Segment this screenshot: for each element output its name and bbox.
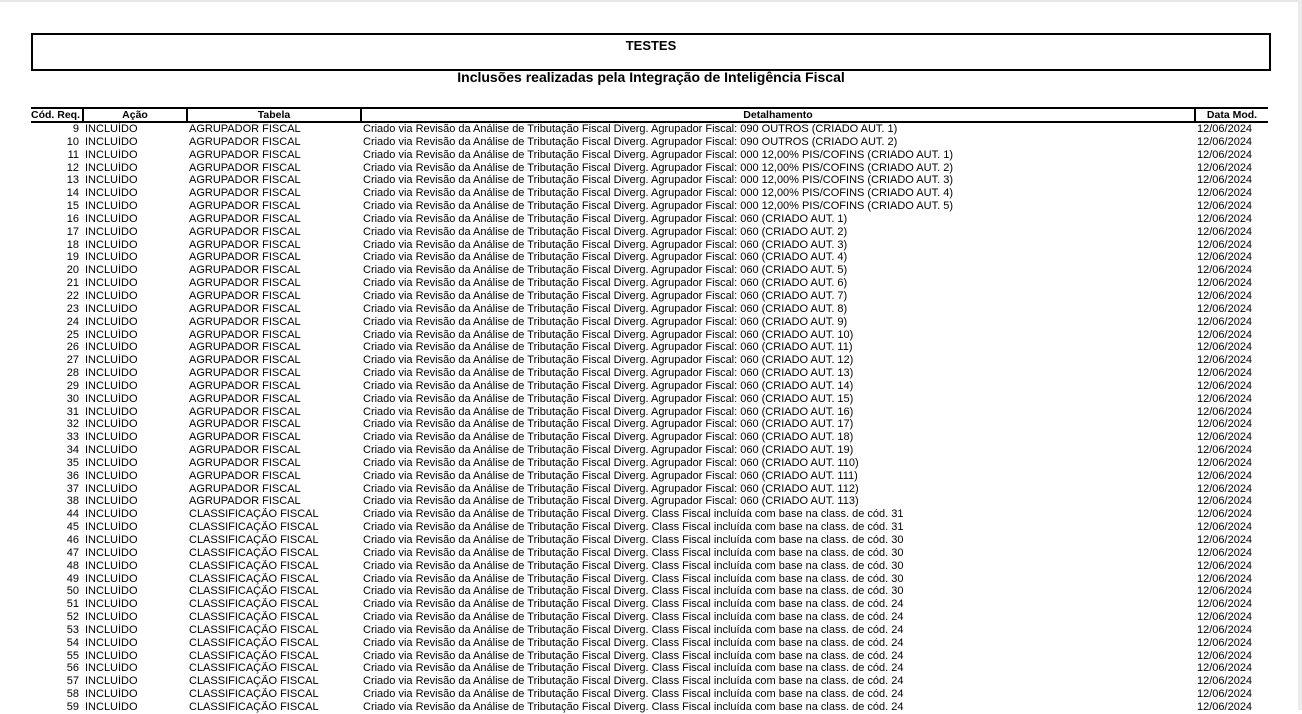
cell-tabela: AGRUPADOR FISCAL <box>189 341 301 354</box>
cell-cod-req: 53 <box>66 623 79 636</box>
cell-detalhamento: Criado via Revisão da Análise de Tributação Fiscal Diverg. Class Fiscal incluída com base na class. de cód. 30 <box>363 534 904 546</box>
cell-acao: INCLUÍDO <box>85 636 138 649</box>
cell-data-mod: 12/06/2024 <box>1197 508 1253 521</box>
cell-detalhamento: Criado via Revisão da Análise de Tributação Fiscal Diverg. Agrupador Fiscal: 060 (CRIADO AUT. 10) <box>363 328 854 341</box>
cell-detalhamento: Criado via Revisão da Análise de Tributação Fiscal Diverg. Class Fiscal incluída com base na class. de cód. 30 <box>363 559 904 572</box>
cell-acao: INCLUÍDO <box>85 482 138 495</box>
cell-tabela: AGRUPADOR FISCAL <box>189 289 301 302</box>
cell-acao: INCLUÍDO <box>85 392 138 405</box>
cell-acao: INCLUÍDO <box>85 700 138 713</box>
table-row <box>31 406 1268 419</box>
col-header-cod-req: Cód. Req. <box>31 108 83 122</box>
cell-data-mod: 12/06/2024 <box>1197 328 1253 341</box>
cell-tabela: AGRUPADOR FISCAL <box>189 392 301 405</box>
cell-tabela: CLASSIFICAÇÃO FISCAL <box>189 508 319 521</box>
cell-data-mod: 12/06/2024 <box>1197 444 1253 457</box>
cell-acao: INCLUÍDO <box>85 662 138 675</box>
cell-tabela: AGRUPADOR FISCAL <box>189 161 301 174</box>
cell-acao: INCLUÍDO <box>85 367 138 380</box>
cell-acao: INCLUÍDO <box>85 534 138 546</box>
cell-tabela: AGRUPADOR FISCAL <box>189 212 301 225</box>
cell-acao: INCLUÍDO <box>85 469 138 482</box>
cell-acao: INCLUÍDO <box>85 264 138 277</box>
cell-tabela: CLASSIFICAÇÃO FISCAL <box>189 546 319 559</box>
table-row <box>31 534 1268 547</box>
cell-data-mod: 12/06/2024 <box>1197 559 1253 572</box>
table-header <box>31 108 1268 122</box>
cell-cod-req: 58 <box>66 688 79 701</box>
cell-detalhamento: Criado via Revisão da Análise de Tributação Fiscal Diverg. Agrupador Fiscal: 060 (CRIADO AUT. 7) <box>363 289 848 302</box>
page-top-border <box>0 0 1302 2</box>
cell-data-mod: 12/06/2024 <box>1197 700 1253 713</box>
cell-tabela: AGRUPADOR FISCAL <box>189 277 301 290</box>
cell-detalhamento: Criado via Revisão da Análise de Tributação Fiscal Diverg. Agrupador Fiscal: 060 (CRIADO AUT. 18) <box>363 431 854 444</box>
cell-acao: INCLUÍDO <box>85 405 138 418</box>
table-row <box>31 508 1268 521</box>
cell-cod-req: 16 <box>66 212 79 225</box>
cell-detalhamento: Criado via Revisão da Análise de Tributação Fiscal Diverg. Agrupador Fiscal: 060 (CRIADO AUT. 110) <box>363 456 859 469</box>
cell-data-mod: 12/06/2024 <box>1197 598 1253 611</box>
cell-detalhamento: Criado via Revisão da Análise de Tributação Fiscal Diverg. Agrupador Fiscal: 060 (CRIADO AUT. 2) <box>363 225 848 238</box>
cell-tabela: AGRUPADOR FISCAL <box>189 328 301 341</box>
table-row <box>31 573 1268 586</box>
cell-cod-req: 18 <box>66 238 79 251</box>
cell-acao: INCLUÍDO <box>85 212 138 225</box>
cell-tabela: AGRUPADOR FISCAL <box>189 302 301 315</box>
table-row <box>31 470 1268 483</box>
cell-cod-req: 27 <box>66 354 79 367</box>
cell-cod-req: 25 <box>66 328 79 341</box>
cell-detalhamento: Criado via Revisão da Análise de Tributação Fiscal Diverg. Agrupador Fiscal: 060 (CRIADO AUT. 6) <box>363 277 848 290</box>
cell-acao: INCLUÍDO <box>85 559 138 572</box>
cell-acao: INCLUÍDO <box>85 148 138 161</box>
cell-cod-req: 13 <box>66 174 79 187</box>
cell-tabela: CLASSIFICAÇÃO FISCAL <box>189 521 319 534</box>
table-row <box>31 457 1268 470</box>
cell-acao: INCLUÍDO <box>85 418 138 431</box>
cell-detalhamento: Criado via Revisão da Análise de Tributação Fiscal Diverg. Agrupador Fiscal: 060 (CRIADO AUT. 11) <box>363 341 853 354</box>
table-row <box>31 213 1268 226</box>
cell-tabela: AGRUPADOR FISCAL <box>189 264 301 277</box>
cell-cod-req: 54 <box>66 636 79 649</box>
cell-data-mod: 12/06/2024 <box>1197 251 1253 264</box>
cell-detalhamento: Criado via Revisão da Análise de Tributação Fiscal Diverg. Class Fiscal incluída com base na class. de cód. 24 <box>363 675 904 688</box>
cell-acao: INCLUÍDO <box>85 123 138 135</box>
cell-data-mod: 12/06/2024 <box>1197 392 1253 405</box>
cell-acao: INCLUÍDO <box>85 341 138 354</box>
cell-data-mod: 12/06/2024 <box>1197 264 1253 277</box>
cell-detalhamento: Criado via Revisão da Análise de Tributação Fiscal Diverg. Agrupador Fiscal: 000 12,00% PIS/COFINS (CRIADO AUT. 3) <box>363 174 953 187</box>
table-row <box>31 122 1268 136</box>
table-row <box>31 637 1268 650</box>
cell-data-mod: 12/06/2024 <box>1197 431 1253 444</box>
cell-detalhamento: Criado via Revisão da Análise de Tributação Fiscal Diverg. Agrupador Fiscal: 000 12,00% PIS/COFINS (CRIADO AUT. 5) <box>363 200 953 213</box>
cell-cod-req: 52 <box>66 611 79 624</box>
cell-tabela: CLASSIFICAÇÃO FISCAL <box>189 611 319 624</box>
table-row <box>31 136 1268 149</box>
cell-acao: INCLUÍDO <box>85 225 138 238</box>
cell-data-mod: 12/06/2024 <box>1197 302 1253 315</box>
cell-tabela: CLASSIFICAÇÃO FISCAL <box>189 662 319 675</box>
cell-cod-req: 32 <box>66 418 79 431</box>
cell-detalhamento: Criado via Revisão da Análise de Tributação Fiscal Diverg. Agrupador Fiscal: 060 (CRIADO AUT. 111) <box>363 469 858 482</box>
cell-tabela: CLASSIFICAÇÃO FISCAL <box>189 675 319 688</box>
cell-detalhamento: Criado via Revisão da Análise de Tributação Fiscal Diverg. Class Fiscal incluída com base na class. de cód. 30 <box>363 546 904 559</box>
cell-detalhamento: Criado via Revisão da Análise de Tributação Fiscal Diverg. Class Fiscal incluída com base na class. de cód. 24 <box>363 636 904 649</box>
cell-cod-req: 57 <box>66 675 79 688</box>
cell-tabela: CLASSIFICAÇÃO FISCAL <box>189 585 319 598</box>
cell-acao: INCLUÍDO <box>85 174 138 187</box>
table-row <box>31 200 1268 213</box>
table-row <box>31 560 1268 573</box>
cell-cod-req: 22 <box>66 289 79 302</box>
table-row <box>31 675 1268 688</box>
cell-data-mod: 12/06/2024 <box>1197 277 1253 290</box>
cell-tabela: CLASSIFICAÇÃO FISCAL <box>189 649 319 662</box>
cell-detalhamento: Criado via Revisão da Análise de Tributação Fiscal Diverg. Agrupador Fiscal: 060 (CRIADO AUT. 4) <box>363 251 848 264</box>
cell-data-mod: 12/06/2024 <box>1197 341 1253 354</box>
cell-data-mod: 12/06/2024 <box>1197 469 1253 482</box>
cell-cod-req: 10 <box>66 135 79 148</box>
cell-data-mod: 12/06/2024 <box>1197 212 1253 225</box>
table-row <box>31 611 1268 624</box>
cell-tabela: AGRUPADOR FISCAL <box>189 444 301 457</box>
cell-detalhamento: Criado via Revisão da Análise de Tributação Fiscal Diverg. Agrupador Fiscal: 060 (CRIADO AUT. 19) <box>363 444 854 457</box>
cell-cod-req: 21 <box>66 277 79 290</box>
cell-acao: INCLUÍDO <box>85 585 138 598</box>
cell-tabela: AGRUPADOR FISCAL <box>189 456 301 469</box>
table-row <box>31 547 1268 560</box>
cell-acao: INCLUÍDO <box>85 675 138 688</box>
cell-cod-req: 51 <box>66 598 79 611</box>
cell-acao: INCLUÍDO <box>85 251 138 264</box>
cell-tabela: AGRUPADOR FISCAL <box>189 431 301 444</box>
cell-acao: INCLUÍDO <box>85 456 138 469</box>
cell-detalhamento: Criado via Revisão da Análise de Tributação Fiscal Diverg. Agrupador Fiscal: 000 12,00% PIS/COFINS (CRIADO AUT. 4) <box>363 187 953 200</box>
cell-acao: INCLUÍDO <box>85 277 138 290</box>
table-row <box>31 341 1268 354</box>
cell-cod-req: 56 <box>66 662 79 675</box>
cell-tabela: CLASSIFICAÇÃO FISCAL <box>189 572 319 585</box>
cell-data-mod: 12/06/2024 <box>1197 662 1253 675</box>
cell-data-mod: 12/06/2024 <box>1197 636 1253 649</box>
cell-tabela: CLASSIFICAÇÃO FISCAL <box>189 559 319 572</box>
cell-detalhamento: Criado via Revisão da Análise de Tributação Fiscal Diverg. Class Fiscal incluída com base na class. de cód. 24 <box>363 611 904 624</box>
cell-cod-req: 35 <box>66 456 79 469</box>
cell-detalhamento: Criado via Revisão da Análise de Tributação Fiscal Diverg. Class Fiscal incluída com base na class. de cód. 24 <box>363 623 904 636</box>
table-row <box>31 316 1268 329</box>
table-row <box>31 380 1268 393</box>
table-row <box>31 329 1268 342</box>
cell-data-mod: 12/06/2024 <box>1197 495 1253 508</box>
cell-acao: INCLUÍDO <box>85 495 138 508</box>
cell-cod-req: 49 <box>66 572 79 585</box>
table-row <box>31 393 1268 406</box>
cell-acao: INCLUÍDO <box>85 328 138 341</box>
cell-tabela: AGRUPADOR FISCAL <box>189 135 301 148</box>
cell-acao: INCLUÍDO <box>85 354 138 367</box>
cell-tabela: CLASSIFICAÇÃO FISCAL <box>189 534 319 546</box>
cell-data-mod: 12/06/2024 <box>1197 623 1253 636</box>
cell-data-mod: 12/06/2024 <box>1197 354 1253 367</box>
report-title: Inclusões realizadas pela Integração de Inteligência Fiscal <box>457 69 845 85</box>
table-row <box>31 624 1268 637</box>
cell-tabela: CLASSIFICAÇÃO FISCAL <box>189 636 319 649</box>
page-right-scrollbar-edge <box>1298 0 1302 710</box>
cell-tabela: AGRUPADOR FISCAL <box>189 238 301 251</box>
table-row <box>31 239 1268 252</box>
table-row <box>31 650 1268 663</box>
cell-data-mod: 12/06/2024 <box>1197 187 1253 200</box>
table-row <box>31 701 1268 714</box>
cell-data-mod: 12/06/2024 <box>1197 418 1253 431</box>
cell-tabela: AGRUPADOR FISCAL <box>189 418 301 431</box>
table-body <box>31 122 1268 714</box>
cell-data-mod: 12/06/2024 <box>1197 585 1253 598</box>
table-row <box>31 598 1268 611</box>
cell-detalhamento: Criado via Revisão da Análise de Tributação Fiscal Diverg. Class Fiscal incluída com base na class. de cód. 31 <box>363 521 904 534</box>
cell-cod-req: 15 <box>66 200 79 213</box>
cell-detalhamento: Criado via Revisão da Análise de Tributação Fiscal Diverg. Agrupador Fiscal: 060 (CRIADO AUT. 12) <box>363 354 854 367</box>
company-name: TESTES <box>625 38 677 53</box>
table-row <box>31 418 1268 431</box>
cell-cod-req: 11 <box>67 148 79 161</box>
table-row <box>31 495 1268 508</box>
table-row <box>31 521 1268 534</box>
cell-data-mod: 12/06/2024 <box>1197 534 1253 546</box>
cell-tabela: CLASSIFICAÇÃO FISCAL <box>189 688 319 701</box>
table-row <box>31 585 1268 598</box>
cell-tabela: AGRUPADOR FISCAL <box>189 367 301 380</box>
cell-acao: INCLUÍDO <box>85 302 138 315</box>
cell-acao: INCLUÍDO <box>85 598 138 611</box>
table-row <box>31 251 1268 264</box>
report-header-box <box>31 33 1271 71</box>
cell-detalhamento: Criado via Revisão da Análise de Tributação Fiscal Diverg. Agrupador Fiscal: 000 12,00% PIS/COFINS (CRIADO AUT. 1) <box>363 148 953 161</box>
cell-data-mod: 12/06/2024 <box>1197 148 1253 161</box>
cell-cod-req: 17 <box>66 225 79 238</box>
cell-cod-req: 9 <box>72 123 79 135</box>
cell-cod-req: 59 <box>66 700 79 713</box>
table-row <box>31 290 1268 303</box>
cell-detalhamento: Criado via Revisão da Análise de Tributação Fiscal Diverg. Class Fiscal incluída com base na class. de cód. 30 <box>363 585 904 598</box>
cell-tabela: AGRUPADOR FISCAL <box>189 123 301 135</box>
cell-detalhamento: Criado via Revisão da Análise de Tributação Fiscal Diverg. Class Fiscal incluída com base na class. de cód. 24 <box>363 688 904 701</box>
cell-cod-req: 26 <box>66 341 79 354</box>
cell-tabela: AGRUPADOR FISCAL <box>189 482 301 495</box>
cell-detalhamento: Criado via Revisão da Análise de Tributação Fiscal Diverg. Agrupador Fiscal: 060 (CRIADO AUT. 8) <box>363 302 848 315</box>
cell-data-mod: 12/06/2024 <box>1197 161 1253 174</box>
cell-data-mod: 12/06/2024 <box>1197 174 1253 187</box>
table-row <box>31 367 1268 380</box>
cell-acao: INCLUÍDO <box>85 688 138 701</box>
table-row <box>31 688 1268 701</box>
cell-acao: INCLUÍDO <box>85 611 138 624</box>
cell-acao: INCLUÍDO <box>85 379 138 392</box>
cell-acao: INCLUÍDO <box>85 161 138 174</box>
cell-detalhamento: Criado via Revisão da Análise de Tributação Fiscal Diverg. Agrupador Fiscal: 060 (CRIADO AUT. 9) <box>363 315 848 328</box>
table-row <box>31 149 1268 162</box>
cell-cod-req: 55 <box>66 649 79 662</box>
cell-data-mod: 12/06/2024 <box>1197 379 1253 392</box>
cell-tabela: CLASSIFICAÇÃO FISCAL <box>189 623 319 636</box>
cell-detalhamento: Criado via Revisão da Análise de Tributação Fiscal Diverg. Agrupador Fiscal: 060 (CRIADO AUT. 15) <box>363 392 854 405</box>
cell-detalhamento: Criado via Revisão da Análise de Tributação Fiscal Diverg. Agrupador Fiscal: 060 (CRIADO AUT. 3) <box>363 238 848 251</box>
cell-cod-req: 29 <box>66 379 79 392</box>
cell-data-mod: 12/06/2024 <box>1197 688 1253 701</box>
cell-acao: INCLUÍDO <box>85 135 138 148</box>
table-row <box>31 187 1268 200</box>
table-row <box>31 226 1268 239</box>
cell-tabela: AGRUPADOR FISCAL <box>189 469 301 482</box>
cell-data-mod: 12/06/2024 <box>1197 456 1253 469</box>
cell-data-mod: 12/06/2024 <box>1197 200 1253 213</box>
cell-acao: INCLUÍDO <box>85 546 138 559</box>
cell-acao: INCLUÍDO <box>85 572 138 585</box>
cell-cod-req: 45 <box>66 521 79 534</box>
table-row <box>31 662 1268 675</box>
cell-data-mod: 12/06/2024 <box>1197 123 1253 135</box>
cell-tabela: AGRUPADOR FISCAL <box>189 495 301 508</box>
cell-tabela: CLASSIFICAÇÃO FISCAL <box>189 598 319 611</box>
cell-acao: INCLUÍDO <box>85 444 138 457</box>
cell-cod-req: 24 <box>66 315 79 328</box>
cell-detalhamento: Criado via Revisão da Análise de Tributação Fiscal Diverg. Class Fiscal incluída com base na class. de cód. 30 <box>363 572 904 585</box>
cell-detalhamento: Criado via Revisão da Análise de Tributação Fiscal Diverg. Agrupador Fiscal: 060 (CRIADO AUT. 113) <box>363 495 859 508</box>
cell-data-mod: 12/06/2024 <box>1197 367 1253 380</box>
table-row <box>31 264 1268 277</box>
cell-detalhamento: Criado via Revisão da Análise de Tributação Fiscal Diverg. Agrupador Fiscal: 060 (CRIADO AUT. 14) <box>363 379 854 392</box>
cell-detalhamento: Criado via Revisão da Análise de Tributação Fiscal Diverg. Agrupador Fiscal: 060 (CRIADO AUT. 16) <box>363 405 854 418</box>
cell-detalhamento: Criado via Revisão da Análise de Tributação Fiscal Diverg. Class Fiscal incluída com base na class. de cód. 24 <box>363 598 904 611</box>
cell-data-mod: 12/06/2024 <box>1197 238 1253 251</box>
cell-cod-req: 44 <box>66 508 79 521</box>
table-row <box>31 444 1268 457</box>
cell-acao: INCLUÍDO <box>85 431 138 444</box>
table-row <box>31 277 1268 290</box>
cell-acao: INCLUÍDO <box>85 187 138 200</box>
inclusions-table <box>31 107 1268 714</box>
cell-detalhamento: Criado via Revisão da Análise de Tributação Fiscal Diverg. Agrupador Fiscal: 060 (CRIADO AUT. 17) <box>363 418 854 431</box>
col-header-acao: Ação <box>83 108 187 122</box>
cell-tabela: AGRUPADOR FISCAL <box>189 174 301 187</box>
cell-cod-req: 34 <box>66 444 79 457</box>
cell-cod-req: 38 <box>66 495 79 508</box>
cell-detalhamento: Criado via Revisão da Análise de Tributação Fiscal Diverg. Agrupador Fiscal: 060 (CRIADO AUT. 1) <box>363 212 848 225</box>
cell-acao: INCLUÍDO <box>85 508 138 521</box>
table-row <box>31 354 1268 367</box>
cell-detalhamento: Criado via Revisão da Análise de Tributação Fiscal Diverg. Class Fiscal incluída com base na class. de cód. 24 <box>363 700 904 713</box>
cell-cod-req: 47 <box>66 546 79 559</box>
cell-acao: INCLUÍDO <box>85 289 138 302</box>
cell-acao: INCLUÍDO <box>85 238 138 251</box>
cell-detalhamento: Criado via Revisão da Análise de Tributação Fiscal Diverg. Class Fiscal incluída com base na class. de cód. 24 <box>363 662 904 675</box>
cell-detalhamento: Criado via Revisão da Análise de Tributação Fiscal Diverg. Agrupador Fiscal: 090 OUTROS (CRIADO AUT. 2) <box>363 135 898 148</box>
cell-detalhamento: Criado via Revisão da Análise de Tributação Fiscal Diverg. Agrupador Fiscal: 060 (CRIADO AUT. 5) <box>363 264 848 277</box>
cell-data-mod: 12/06/2024 <box>1197 521 1253 534</box>
cell-tabela: AGRUPADOR FISCAL <box>189 187 301 200</box>
cell-cod-req: 36 <box>66 469 79 482</box>
col-header-tabela: Tabela <box>187 108 361 122</box>
cell-cod-req: 50 <box>66 585 79 598</box>
cell-cod-req: 23 <box>66 302 79 315</box>
cell-data-mod: 12/06/2024 <box>1197 135 1253 148</box>
cell-cod-req: 28 <box>66 367 79 380</box>
cell-acao: INCLUÍDO <box>85 649 138 662</box>
cell-tabela: AGRUPADOR FISCAL <box>189 405 301 418</box>
table-header-row <box>31 108 1268 122</box>
cell-cod-req: 46 <box>66 534 79 546</box>
cell-tabela: AGRUPADOR FISCAL <box>189 225 301 238</box>
cell-tabela: AGRUPADOR FISCAL <box>189 148 301 161</box>
cell-data-mod: 12/06/2024 <box>1197 482 1253 495</box>
cell-acao: INCLUÍDO <box>85 521 138 534</box>
cell-data-mod: 12/06/2024 <box>1197 405 1253 418</box>
cell-data-mod: 12/06/2024 <box>1197 572 1253 585</box>
cell-tabela: AGRUPADOR FISCAL <box>189 354 301 367</box>
cell-detalhamento: Criado via Revisão da Análise de Tributação Fiscal Diverg. Agrupador Fiscal: 090 OUTROS (CRIADO AUT. 1) <box>363 123 898 135</box>
cell-data-mod: 12/06/2024 <box>1197 289 1253 302</box>
table-row <box>31 162 1268 175</box>
cell-data-mod: 12/06/2024 <box>1197 611 1253 624</box>
cell-detalhamento: Criado via Revisão da Análise de Tributação Fiscal Diverg. Agrupador Fiscal: 060 (CRIADO AUT. 13) <box>363 367 854 380</box>
table-row <box>31 174 1268 187</box>
cell-cod-req: 12 <box>66 161 79 174</box>
cell-tabela: AGRUPADOR FISCAL <box>189 379 301 392</box>
table-row <box>31 303 1268 316</box>
col-header-data-mod: Data Mod. <box>1195 108 1268 122</box>
cell-tabela: CLASSIFICAÇÃO FISCAL <box>189 700 319 713</box>
cell-tabela: AGRUPADOR FISCAL <box>189 200 301 213</box>
table-row <box>31 431 1268 444</box>
cell-data-mod: 12/06/2024 <box>1197 546 1253 559</box>
cell-detalhamento: Criado via Revisão da Análise de Tributação Fiscal Diverg. Agrupador Fiscal: 060 (CRIADO AUT. 112) <box>363 482 859 495</box>
cell-data-mod: 12/06/2024 <box>1197 315 1253 328</box>
cell-detalhamento: Criado via Revisão da Análise de Tributação Fiscal Diverg. Class Fiscal incluída com base na class. de cód. 31 <box>363 508 904 521</box>
col-header-detalhamento: Detalhamento <box>361 108 1195 122</box>
cell-cod-req: 30 <box>66 392 79 405</box>
table-row <box>31 483 1268 496</box>
cell-data-mod: 12/06/2024 <box>1197 649 1253 662</box>
cell-data-mod: 12/06/2024 <box>1197 225 1253 238</box>
cell-cod-req: 19 <box>66 251 79 264</box>
cell-tabela: AGRUPADOR FISCAL <box>189 315 301 328</box>
cell-acao: INCLUÍDO <box>85 315 138 328</box>
cell-detalhamento: Criado via Revisão da Análise de Tributação Fiscal Diverg. Class Fiscal incluída com base na class. de cód. 24 <box>363 649 904 662</box>
cell-cod-req: 48 <box>66 559 79 572</box>
cell-acao: INCLUÍDO <box>85 623 138 636</box>
cell-cod-req: 20 <box>66 264 79 277</box>
cell-cod-req: 31 <box>66 405 79 418</box>
cell-acao: INCLUÍDO <box>85 200 138 213</box>
cell-detalhamento: Criado via Revisão da Análise de Tributação Fiscal Diverg. Agrupador Fiscal: 000 12,00% PIS/COFINS (CRIADO AUT. 2) <box>363 161 953 174</box>
cell-data-mod: 12/06/2024 <box>1197 675 1253 688</box>
cell-tabela: AGRUPADOR FISCAL <box>189 251 301 264</box>
cell-cod-req: 37 <box>66 482 79 495</box>
cell-cod-req: 14 <box>66 187 79 200</box>
cell-cod-req: 33 <box>66 431 79 444</box>
